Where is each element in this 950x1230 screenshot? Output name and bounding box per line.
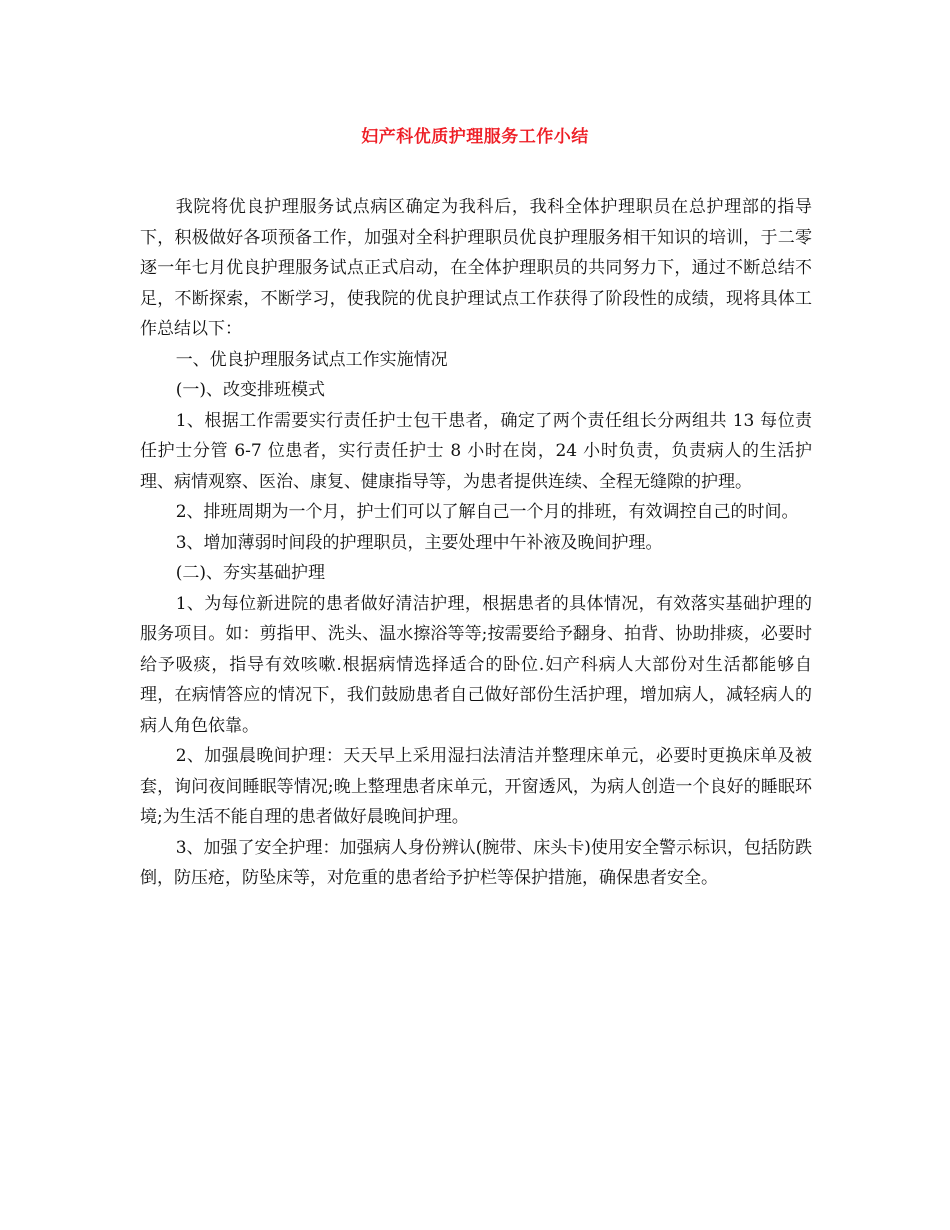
paragraph-item: 2、排班周期为一个月，护士们可以了解自己一个月的排班，有效调控自己的时间。 bbox=[175, 502, 799, 522]
paragraph-item: 3、加强了安全护理：加强病人身份辨认(腕带、床头卡)使用安全警示标识，包括防跌倒，防压疮，防坠床等，对危重的患者给予护栏等保护措施，确保患者安全。 bbox=[140, 837, 812, 888]
document-title: 妇产科优质护理服务工作小结 bbox=[361, 127, 589, 147]
subsection-heading-2: (二)、夯实基础护理 bbox=[175, 563, 325, 583]
paragraph-item: 1、根据工作需要实行责任护士包干患者，确定了两个责任组长分两组共 13 每位责任护士分管 6-7 位患者，实行责任护士 8 小时在岗，24 小时负责，负责病人的生活护理、病情观察、医治、康复、健康指导等，为患者提供连续、全程无缝隙的护理。 bbox=[140, 410, 812, 492]
paragraph-item: 1、为每位新进院的患者做好清洁护理，根据患者的具体情况，有效落实基础护理的服务项目。如：剪指甲、洗头、温水擦浴等等;按需要给予翻身、拍背、协助排痰，必要时给予吸痰，指导有效咳嗽.根据病情选择适合的卧位.妇产科病人大部份对生活都能够自理，在病情答应的情况下，我们鼓励患者自己做好部份生活护理，增加病人，减轻病人的病人角色依靠。 bbox=[140, 593, 812, 736]
paragraph-intro: 我院将优良护理服务试点病区确定为我科后，我科全体护理职员在总护理部的指导下，积极做好各项预备工作，加强对全科护理职员优良护理服务相干知识的培训，于二零逐一年七月优良护理服务试点正式启动，在全体护理职员的共同努力下，通过不断总结不足，不断探索，不断学习，使我院的优良护理试点工作获得了阶段性的成绩，现将具体工作总结以下： bbox=[140, 197, 812, 339]
subsection-heading-1: (一)、改变排班模式 bbox=[175, 380, 325, 400]
section-heading-1: 一、优良护理服务试点工作实施情况 bbox=[175, 349, 448, 370]
document-body bbox=[140, 192, 812, 894]
paragraph-item: 3、增加薄弱时间段的护理职员，主要处理中午补液及晚间护理。 bbox=[175, 532, 663, 553]
paragraph-item: 2、加强晨晚间护理：天天早上采用湿扫法清洁并整理床单元，必要时更换床单及被套，询问夜间睡眠等情况;晚上整理患者床单元，开窗透风，为病人创造一个良好的睡眠环境;为生活不能自理的患者做好晨晚间护理。 bbox=[140, 746, 812, 827]
